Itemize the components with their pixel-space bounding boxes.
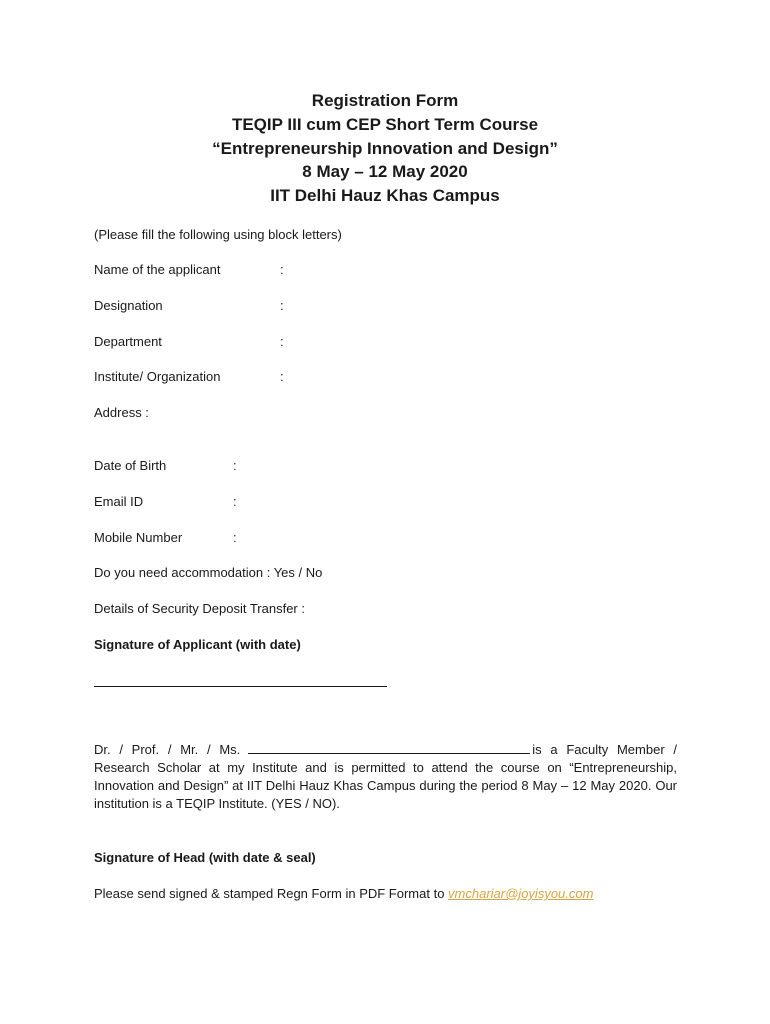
field-email-label: Email ID <box>94 494 144 509</box>
field-name <box>94 261 284 279</box>
field-institute-label: Institute/ Organization <box>94 369 221 384</box>
field-email <box>94 493 237 511</box>
field-email-colon: : <box>233 494 237 509</box>
field-dob <box>94 457 237 475</box>
field-department <box>94 333 284 351</box>
field-mobile-colon: : <box>233 530 237 545</box>
head-signature-label: Signature of Head (with date & seal) <box>94 850 316 865</box>
certificate-name-blank <box>248 741 530 754</box>
course-name: TEQIP III cum CEP Short Term Course <box>231 114 539 134</box>
field-mobile-label: Mobile Number <box>94 530 183 545</box>
form-header <box>0 89 770 208</box>
course-dates: 8 May – 12 May 2020 <box>302 162 468 182</box>
course-topic: “Entrepreneurship Innovation and Design” <box>212 138 558 158</box>
course-venue: IIT Delhi Hauz Khas Campus <box>270 186 500 206</box>
contact-email-link[interactable]: vmchariar@joyisyou.com <box>448 886 594 901</box>
certificate-prefix: Dr. / Prof. / Mr. / Ms. <box>94 742 241 757</box>
instructions-text: (Please fill the following using block letters) <box>94 227 342 242</box>
footer-instruction <box>94 885 593 903</box>
certificate-text: is a Faculty Member / Research Scholar at my Institute and is permitted to attend the course on “Entrepreneurship, Innovation and Design” at IIT Delhi Hauz Khas Campus during the period 8 May – 12 May 2020. Our institution is a TEQIP Institute. (YES / NO). <box>94 742 677 811</box>
field-institute-colon: : <box>280 369 284 384</box>
field-dob-colon: : <box>233 458 237 473</box>
field-department-colon: : <box>280 334 284 349</box>
applicant-signature-label: Signature of Applicant (with date) <box>94 637 301 652</box>
field-designation-label: Designation <box>94 298 163 313</box>
form-title: Registration Form <box>311 91 459 110</box>
security-deposit-label: Details of Security Deposit Transfer : <box>94 601 305 616</box>
field-designation-colon: : <box>280 298 284 313</box>
footer-text: Please send signed & stamped Regn Form in PDF Format to <box>94 886 449 901</box>
field-mobile <box>94 529 237 547</box>
applicant-signature-line <box>94 686 387 687</box>
certificate-paragraph <box>94 741 677 813</box>
field-department-label: Department <box>94 334 162 349</box>
field-name-label: Name of the applicant <box>94 262 221 277</box>
field-name-colon: : <box>280 262 284 277</box>
field-institute <box>94 368 284 386</box>
field-address-label: Address : <box>94 405 149 420</box>
accommodation-question: Do you need accommodation : Yes / No <box>94 565 323 580</box>
field-designation <box>94 297 284 315</box>
field-dob-label: Date of Birth <box>94 458 167 473</box>
